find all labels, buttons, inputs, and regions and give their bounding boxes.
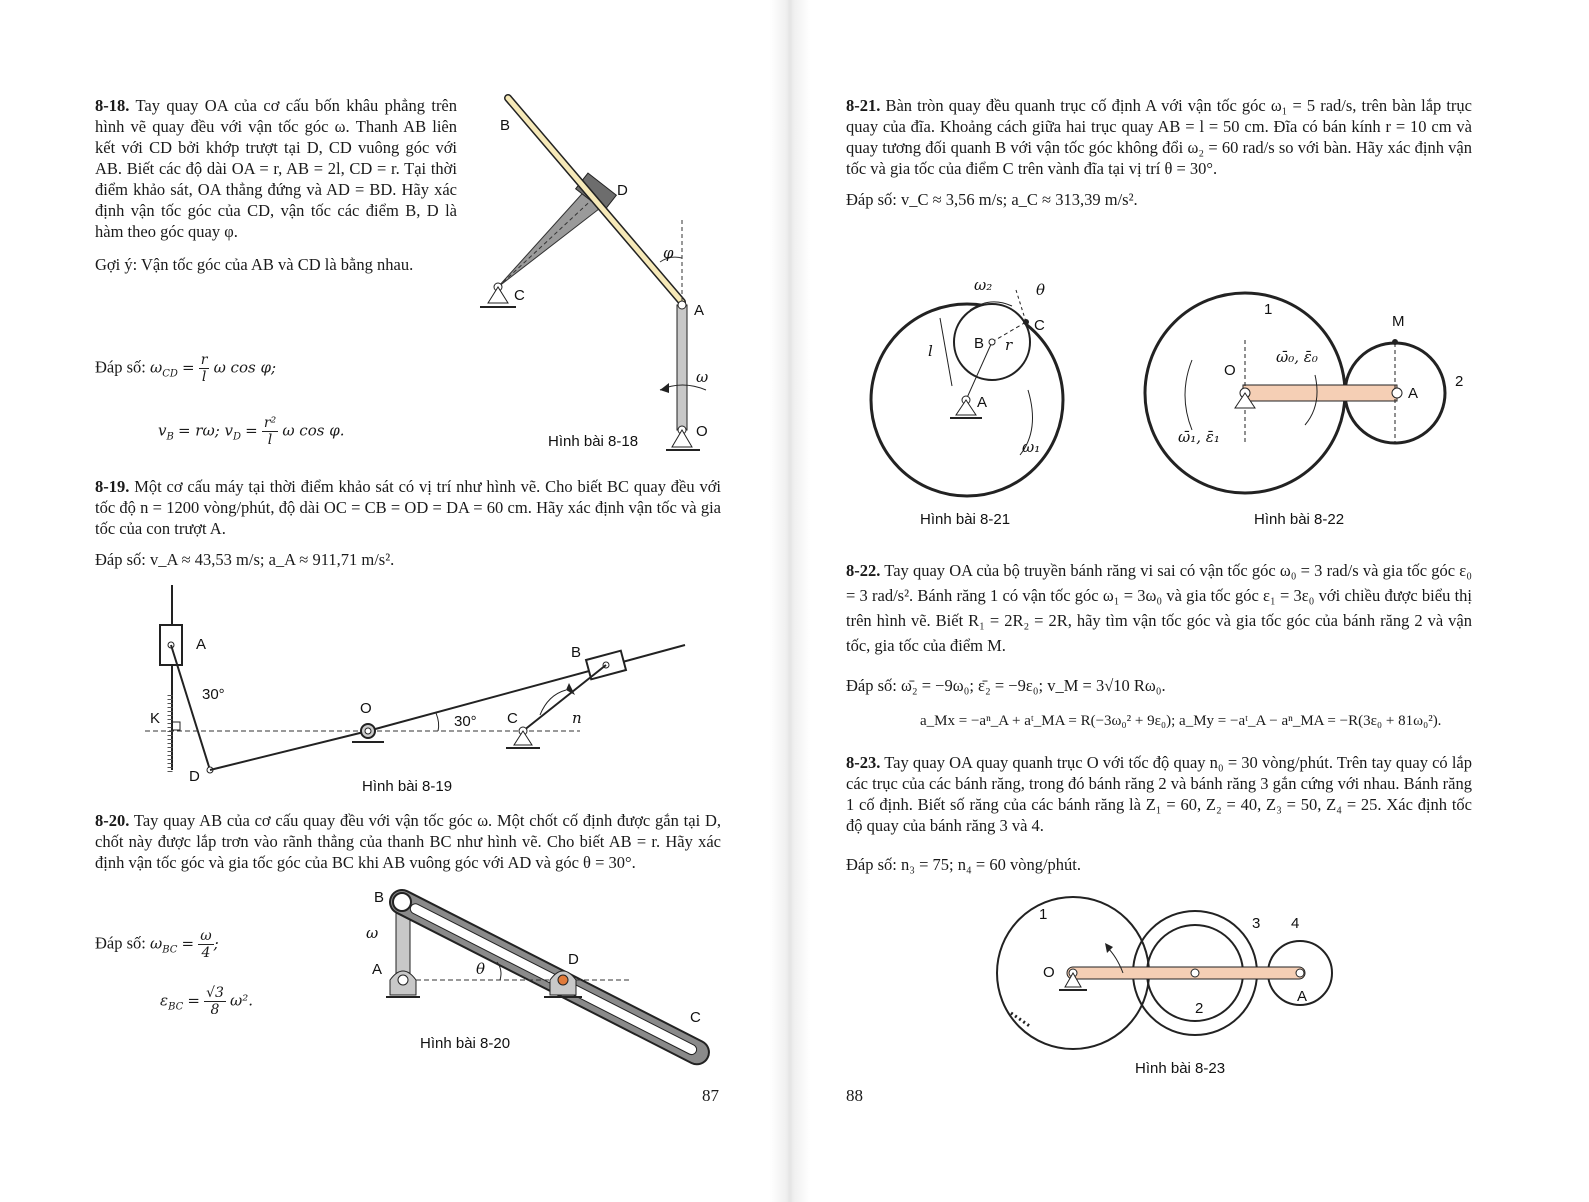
problem-text: Tay quay OA quay quanh trục O với tốc độ quay n₀ = 30 vòng/phút. Trên tay quay có lắp các trục của các bánh răng, trong đó bánh răng 2 và bánh răng 3 gắn cứng với nhau. Bánh răng 1 cố định. Biết số răng của các bánh răng là Z₁ = 60, Z₂ = 40, Z₃ = 50, Z₄ = 25. Xác định tốc độ quay của bánh răng 3 và 4. <box>846 753 1472 835</box>
fraction <box>198 928 213 961</box>
figure-8-19 <box>140 585 700 800</box>
fraction <box>262 415 278 448</box>
problem-8-18 <box>95 95 457 275</box>
figure-caption: Hình bài 8-22 <box>1254 511 1345 528</box>
book-spine <box>770 0 810 1202</box>
figure-8-18 <box>470 90 730 465</box>
label-phi: φ <box>663 244 674 262</box>
label-o: O <box>696 423 708 440</box>
label-theta: θ <box>1036 281 1046 299</box>
numerator: ω <box>200 928 212 944</box>
problem-number: 8-21. <box>846 96 881 115</box>
joint-a <box>1392 388 1402 398</box>
support-a <box>956 400 976 415</box>
label-a: A <box>372 961 383 978</box>
figure-8-23 <box>995 895 1325 1080</box>
figure-caption: Hình bài 8-18 <box>548 433 639 450</box>
label-d: D <box>568 951 579 968</box>
label-n: n <box>572 709 582 727</box>
problem-8-21 <box>846 95 1472 210</box>
problem-8-20 <box>95 810 721 873</box>
math-tail: ω cos φ; <box>213 358 277 377</box>
link-cb <box>523 665 606 731</box>
support-c <box>514 731 532 745</box>
label-angle-30-a: 30° <box>202 686 225 703</box>
link-ad <box>171 645 210 770</box>
label-r: r <box>1005 336 1013 354</box>
figure-caption: Hình bài 8-21 <box>920 511 1011 528</box>
math-subscript: BC <box>162 944 178 956</box>
fraction <box>199 352 210 385</box>
math-subscript: B <box>166 431 174 443</box>
label-m: M <box>1392 313 1405 330</box>
answer-8-20-line2: $\varepsilon_{BC}$ = $\frac{√3}{8}$ ω². <box>160 985 254 1018</box>
page-number: 88 <box>846 1086 863 1105</box>
angle-arc <box>436 713 439 731</box>
figure-8-20 <box>360 880 720 1060</box>
label-gear-4: 4 <box>1291 915 1300 932</box>
problem-text: Bàn tròn quay đều quanh trục cố định A với vận tốc góc ω₁ = 5 rad/s, trên bàn lắp trục quay của đĩa. Khoảng cách giữa hai trục quay AB = l = 50 cm. Đĩa có bán kính r = 10 cm và quay tương đối quanh B với vận tốc góc không đổi ω₂ = 60 rad/s so với bàn. Hãy xác định vận tốc và gia tốc của điểm C trên vành đĩa tại vị trí θ = 30°. <box>846 96 1472 178</box>
label-theta: θ <box>476 960 486 978</box>
problem-text: Tay quay OA của cơ cấu bốn khâu phẳng trên hình vẽ quay đều với vận tốc góc ω. Thanh AB liên kết với CD bởi khớp trượt tại D, CD vuông góc với AB. Biết các độ dài OA = r, AB = 2l, CD = r. Tại thời điểm khảo sát, OA thẳng đứng và AD = BD. Hãy xác định vận tốc góc của CD, vận tốc các điểm B, D là hàm theo góc quay φ. <box>95 96 458 241</box>
denominator: 8 <box>210 1002 220 1018</box>
problem-8-23 <box>846 752 1472 875</box>
problem-8-19 <box>95 476 721 570</box>
answer-8-23: Đáp số: n₃ = 75; n₄ = 60 vòng/phút. <box>846 855 1081 874</box>
support-o <box>672 430 692 447</box>
problem-number: 8-22. <box>846 561 881 580</box>
label-w0-e0: ω̄₀, ε̄₀ <box>1276 348 1318 366</box>
arrow-icon <box>1105 943 1113 953</box>
label-w1-e1: ω̄₁, ε̄₁ <box>1178 428 1220 446</box>
label-gear-1: 1 <box>1039 906 1048 923</box>
label-omega2: ω₂ <box>974 276 993 294</box>
label-d: D <box>189 768 200 785</box>
problem-hint: Gợi ý: Vận tốc góc của AB và CD là bằng nhau. <box>95 255 414 274</box>
problem-text: Tay quay OA của bộ truyền bánh răng vi sai có vận tốc góc ω₀ = 3 rad/s và gia tốc góc ε₀ = 3 rad/s². Bánh răng 1 có vận tốc góc ω₁ = 3ω₀ và gia tốc góc ε₁ = 3ε₀ với chiều được biểu thị trên hình vẽ. Biết R₁ = 2R₂ = 2R, hãy tìm vận tốc góc và gia tốc góc của bánh răng 2 và vận tốc, gia tốc của điểm M. <box>846 561 1472 655</box>
answer-8-18-line1: Đáp số: $\omega_{CD}$ = $\frac{r}{l}$ ω cos φ; <box>95 352 277 385</box>
page-number: 87 <box>702 1086 719 1105</box>
math-symbol: ε <box>160 991 169 1010</box>
label-angle-30-o: 30° <box>454 713 477 730</box>
figure-caption: Hình bài 8-19 <box>362 778 453 795</box>
answer-8-21: Đáp số: v_C ≈ 3,56 m/s; a_C ≈ 313,39 m/s². <box>846 190 1138 209</box>
arrow-icon <box>660 383 669 393</box>
math-symbol: v <box>158 421 167 440</box>
problem-text: Một cơ cấu máy tại thời điểm khảo sát có vị trí như hình vẽ. Cho biết BC quay đều với tốc độ n = 1200 vòng/phút, độ dài OC = CB = OD = DA = 60 cm. Hãy xác định vận tốc và gia tốc của con trượt A. <box>95 477 722 538</box>
label-a: A <box>196 636 207 653</box>
answer-8-22-line2: a_Mx = −aⁿ_A + aᵗ_MA = R(−3ω₀² + 9ε₀); a_My = −aᵗ_A − aⁿ_MA = −R(3ε₀ + 81ω₀²). <box>920 713 1442 729</box>
math-tail: ω². <box>230 991 254 1010</box>
math-tail: ω cos φ. <box>282 421 345 440</box>
label-a: A <box>1297 988 1308 1005</box>
numerator: r² <box>263 415 277 431</box>
math-symbol: ω <box>150 358 163 377</box>
label-omega1: ω₁ <box>1022 438 1041 456</box>
label-l: l <box>928 342 933 360</box>
label-o: O <box>360 700 372 717</box>
label-gear-2: 2 <box>1455 373 1464 390</box>
figure-8-21 <box>870 270 1080 530</box>
label-o: O <box>1224 362 1236 379</box>
joint-b <box>989 339 995 345</box>
w1-arc <box>1185 360 1192 430</box>
problem-number: 8-19. <box>95 477 130 496</box>
label-c: C <box>507 710 518 727</box>
joint-a <box>398 975 408 985</box>
guide-ob <box>368 645 685 731</box>
answer-label: Đáp số: <box>95 357 146 377</box>
label-omega: ω <box>366 924 379 942</box>
figure-8-22 <box>1140 290 1480 535</box>
denominator: 4 <box>201 945 211 961</box>
numerator: r <box>200 352 208 368</box>
joint-b <box>393 893 411 911</box>
point-m <box>1392 339 1398 345</box>
label-b: B <box>571 644 582 661</box>
fraction <box>204 985 226 1018</box>
answer-8-22-line1: Đáp số: ω̄₂ = −9ω₀; ε̄₂ = −9ε₀; v_M = 3√10 Rω₀. <box>846 676 1166 695</box>
answer-8-20-line1: Đáp số: $\omega_{BC}$ = $\frac{\omega}{4}$ ; <box>95 928 219 961</box>
crank-oa <box>1243 385 1397 401</box>
figure-caption: Hình bài 8-23 <box>1135 1060 1226 1077</box>
problem-number: 8-20. <box>95 811 130 830</box>
problem-number: 8-23. <box>846 753 881 772</box>
rod-ab <box>508 98 682 302</box>
label-omega: ω <box>696 368 709 386</box>
label-gear-1: 1 <box>1264 301 1273 318</box>
joint-o-inner <box>365 728 371 734</box>
dim-l <box>940 318 952 386</box>
answer-8-18-line2: $v_B = r\omega$; $v_D$ = $\frac{\text{r²}}{l}$ ω cos φ. <box>158 415 345 448</box>
answer-label: Đáp số: <box>95 933 146 953</box>
label-o: O <box>1043 964 1055 981</box>
label-a: A <box>977 394 988 411</box>
numerator: √3 <box>206 985 224 1001</box>
label-c: C <box>690 1009 701 1026</box>
label-b: B <box>500 117 511 134</box>
label-c: C <box>1034 317 1045 334</box>
math-expression: = rω; v <box>177 421 234 440</box>
label-d: D <box>617 182 628 199</box>
figure-caption: Hình bài 8-20 <box>420 1035 511 1052</box>
joint-2-3 <box>1191 969 1199 977</box>
link-do <box>210 731 368 770</box>
problem-number: 8-18. <box>95 96 130 115</box>
pin-d <box>558 975 568 985</box>
answer-8-19: Đáp số: v_A ≈ 43,53 m/s; a_A ≈ 911,71 m/s². <box>95 550 395 569</box>
math-subscript: BC <box>168 1001 184 1013</box>
joint-a <box>1296 969 1304 977</box>
label-gear-2: 2 <box>1195 1000 1204 1017</box>
math-symbol: ω <box>150 934 163 953</box>
problem-8-22 <box>846 558 1472 658</box>
support-c <box>488 287 508 303</box>
label-gear-3: 3 <box>1252 915 1261 932</box>
n-arc <box>540 690 566 715</box>
denominator: l <box>201 369 207 385</box>
label-a: A <box>694 302 705 319</box>
right-angle <box>172 722 180 730</box>
joint-a <box>678 301 686 309</box>
math-subscript: D <box>233 431 242 443</box>
label-k: K <box>150 710 161 727</box>
label-b: B <box>374 889 385 906</box>
denominator: l <box>267 432 273 448</box>
crank-oa <box>1067 967 1305 979</box>
math-subscript: CD <box>162 368 178 380</box>
label-c: C <box>514 287 525 304</box>
label-a: A <box>1408 385 1419 402</box>
problem-text: Tay quay AB của cơ cấu quay đều với vận tốc góc ω. Một chốt cố định được gắn tại D, chốt này được lắp trơn vào rãnh thẳng của thanh BC như hình vẽ. Cho biết AB = r. Hãy xác định vận tốc góc và gia tốc góc của BC khi AB vuông góc với AD và góc θ = 30°. <box>95 811 722 872</box>
crank-oa <box>677 305 687 430</box>
label-b: B <box>974 335 985 352</box>
